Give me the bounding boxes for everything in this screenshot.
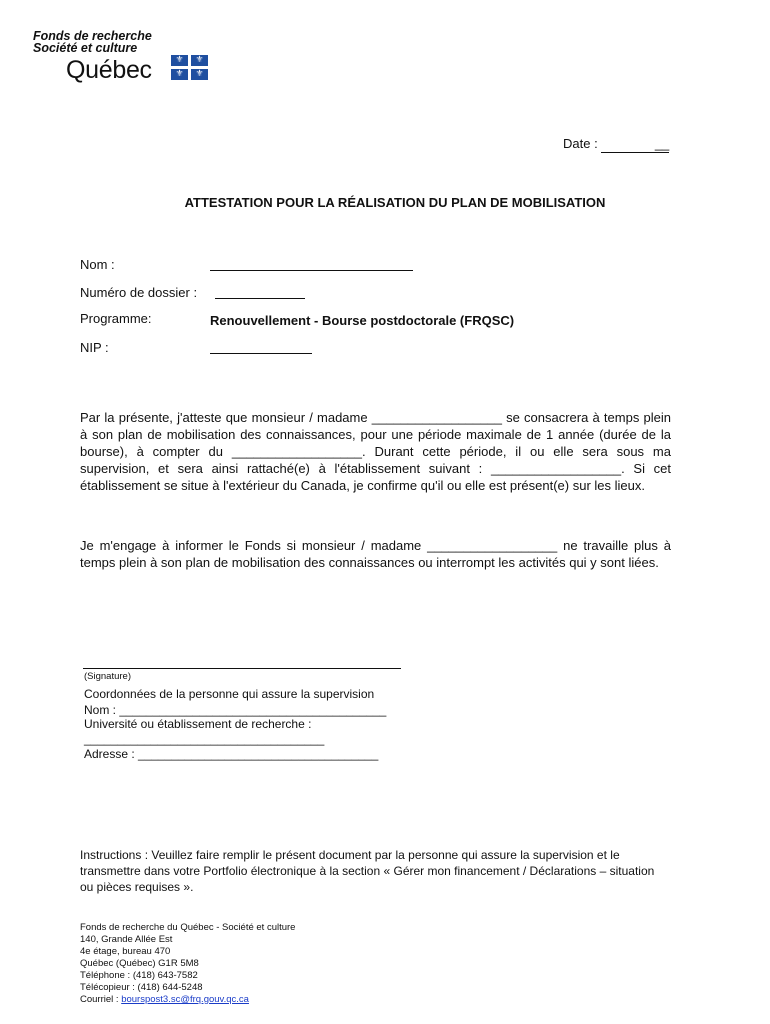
date-label: Date : xyxy=(563,136,602,151)
footer-floor: 4e étage, bureau 470 xyxy=(80,946,171,957)
date-blank[interactable]: __ xyxy=(601,136,669,153)
date-field xyxy=(563,136,669,153)
university-field[interactable]: ____________________________________ xyxy=(84,732,325,746)
dossier-label: Numéro de dossier : xyxy=(80,285,198,300)
signature-line[interactable] xyxy=(83,668,401,669)
fleur-de-lis-icon: ⚜ xyxy=(171,55,188,66)
footer-phone: Téléphone : (418) 643-7582 xyxy=(80,970,198,981)
nip-blank[interactable] xyxy=(210,338,312,354)
footer-city: Québec (Québec) G1R 5M8 xyxy=(80,958,199,969)
footer-email-link[interactable]: bourspost3.sc@frq.gouv.qc.ca xyxy=(121,994,249,1005)
quebec-flag-icon xyxy=(171,55,208,80)
nom-blank[interactable] xyxy=(210,255,413,271)
logo-line-1: Fonds de recherche xyxy=(33,29,152,43)
nom-label: Nom : xyxy=(80,257,115,272)
attestation-paragraph: Par la présente, j'atteste que monsieur / madame __________________ se consacrera à temps plein à son plan de mobilisation des connaissances, pour une période maximale de 1 année (durée de la bourse), à compter du __________________. Durant cette période, il ou elle sera sous ma supervision, et sera ainsi rattaché(e) à l'établissement suivant : __________________. Si cet établissement se situe à l'extérieur du Canada, je confirme qu'il ou elle est présent(e) sur les lieux. xyxy=(80,410,671,493)
university-label: Université ou établissement de recherche : xyxy=(84,717,312,731)
supervisor-coord-title: Coordonnées de la personne qui assure la supervision xyxy=(84,687,375,701)
footer-org: Fonds de recherche du Québec - Société et culture xyxy=(80,922,296,933)
fleur-de-lis-icon: ⚜ xyxy=(191,55,208,66)
logo-line-2: Société et culture xyxy=(33,41,138,55)
dossier-blank[interactable] xyxy=(215,283,305,299)
fleur-de-lis-icon: ⚜ xyxy=(171,69,188,80)
address-field[interactable]: Adresse : ____________________________________ xyxy=(84,747,379,761)
frqsc-logo xyxy=(33,30,223,85)
supervisor-name-field[interactable]: Nom : ________________________________________ xyxy=(84,703,387,717)
footer-email-line xyxy=(80,994,295,1006)
footer-fax: Télécopieur : (418) 644-5248 xyxy=(80,982,203,993)
signature-label: (Signature) xyxy=(84,671,131,682)
nip-label: NIP : xyxy=(80,340,109,355)
instructions-text: Instructions : Veuillez faire remplir le présent document par la personne qui assure la supervision et le transmettre dans votre Portfolio électronique à la section « Gérer mon financement / Déclarations – situation ou pièces requises ». xyxy=(80,848,655,894)
programme-value: Renouvellement - Bourse postdoctorale (FRQSC) xyxy=(210,313,515,328)
fleur-de-lis-icon: ⚜ xyxy=(191,69,208,80)
footer-email-label: Courriel : xyxy=(80,994,122,1005)
programme-label: Programme: xyxy=(80,311,152,326)
logo-quebec-wordmark: Québec xyxy=(66,56,152,84)
page-title: ATTESTATION POUR LA RÉALISATION DU PLAN DE MOBILISATION xyxy=(184,195,606,210)
footer-address xyxy=(80,922,295,1006)
footer-street: 140, Grande Allée Est xyxy=(80,934,173,945)
engagement-paragraph: Je m'engage à informer le Fonds si monsieur / madame __________________ ne travaille plus à temps plein à son plan de mobilisation des connaissances ou interrompt les activités qui y sont liées. xyxy=(80,538,671,570)
